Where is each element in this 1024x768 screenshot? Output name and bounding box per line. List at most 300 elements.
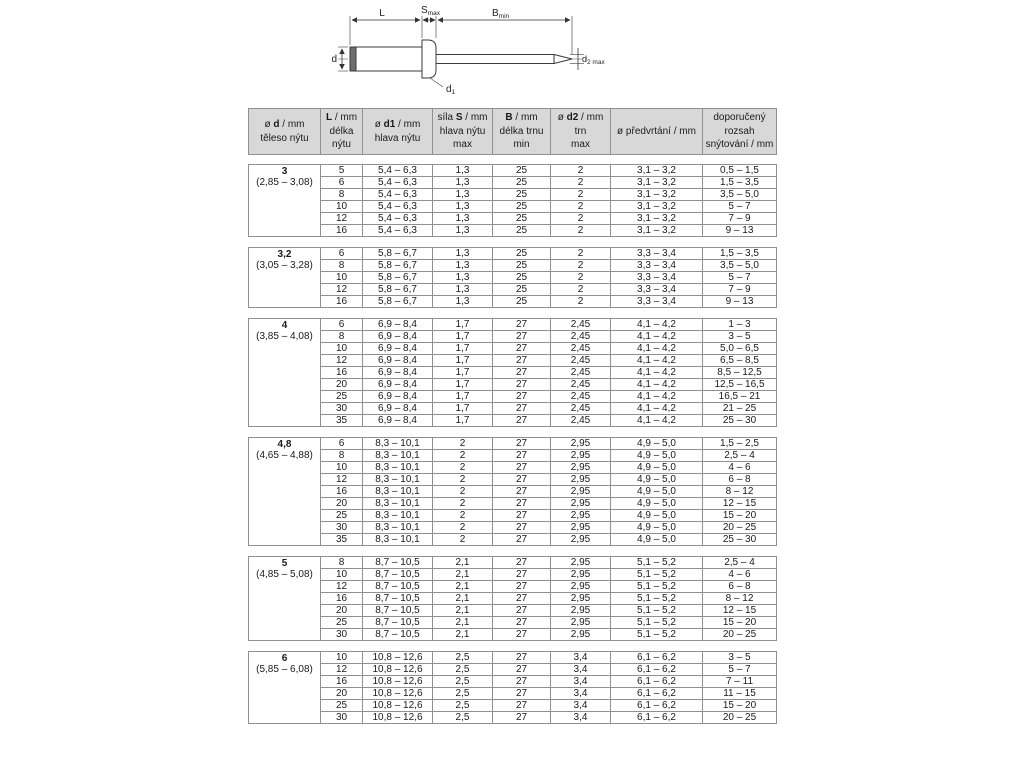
table-row (249, 688, 777, 700)
table-cell: 1,5 – 2,5 (703, 438, 777, 450)
table-cell: 27 (493, 712, 551, 724)
table-cell: 1,3 (433, 201, 493, 213)
table-cell: 9 – 13 (703, 296, 777, 308)
table-cell: 6 – 8 (703, 474, 777, 486)
table-cell: 6,9 – 8,4 (363, 379, 433, 391)
table-cell: 25 (493, 225, 551, 237)
table-cell: 5,1 – 5,2 (611, 569, 703, 581)
table-cell: 3,4 (551, 712, 611, 724)
table-cell: 3,3 – 3,4 (611, 296, 703, 308)
table-cell: 8 – 12 (703, 593, 777, 605)
table-cell: 2 (551, 296, 611, 308)
table-row (249, 581, 777, 593)
table-cell: 10,8 – 12,6 (363, 676, 433, 688)
table-cell: 2,1 (433, 629, 493, 641)
table-cell: 3,4 (551, 676, 611, 688)
table-cell: 3,1 – 3,2 (611, 177, 703, 189)
table-cell: 2,5 (433, 712, 493, 724)
table-row (249, 629, 777, 641)
table-cell: 2,45 (551, 331, 611, 343)
table-cell: 27 (493, 498, 551, 510)
table-cell: 27 (493, 415, 551, 427)
column-header-predrill: ø předvrtání / mm (611, 109, 703, 155)
rivet-group-4,8 (248, 437, 777, 546)
table-cell: 1,7 (433, 391, 493, 403)
table-cell: 3,1 – 3,2 (611, 213, 703, 225)
table-cell: 3,3 – 3,4 (611, 248, 703, 260)
table-cell: 5 – 7 (703, 272, 777, 284)
column-header-d2: ø d2 / mm trn max (551, 109, 611, 155)
group-diameter-value: 4 (281, 320, 288, 331)
table-cell: 1,5 – 3,5 (703, 248, 777, 260)
group-diameter-value: 3 (281, 166, 288, 177)
table-cell: 25 (493, 284, 551, 296)
table-cell: 8 (321, 557, 363, 569)
table-cell: 25 (321, 700, 363, 712)
table-row (249, 165, 777, 177)
table-cell: 25 (493, 189, 551, 201)
table-cell: 4,9 – 5,0 (611, 522, 703, 534)
table-row (249, 700, 777, 712)
table-cell: 8,3 – 10,1 (363, 462, 433, 474)
table-row (249, 450, 777, 462)
table-cell: 6,1 – 6,2 (611, 664, 703, 676)
table-cell: 5,1 – 5,2 (611, 581, 703, 593)
column-header-L: L / mm délka nýtu (321, 109, 363, 155)
table-cell: 10 (321, 272, 363, 284)
table-cell: 4,1 – 4,2 (611, 391, 703, 403)
table-cell: 35 (321, 534, 363, 546)
table-cell: 2,95 (551, 462, 611, 474)
column-header-d: ø d / mm těleso nýtu (249, 109, 321, 155)
table-cell: 12 (321, 474, 363, 486)
table-cell: 5 (321, 165, 363, 177)
table-cell: 8,3 – 10,1 (363, 438, 433, 450)
group-diameter-tolerance: (3,85 – 4,08) (256, 331, 313, 342)
group-diameter-cell (249, 438, 321, 546)
table-cell: 25 (321, 617, 363, 629)
table-cell: 2,45 (551, 319, 611, 331)
table-row (249, 403, 777, 415)
table-row (249, 189, 777, 201)
table-cell: 27 (493, 593, 551, 605)
table-cell: 6 – 8 (703, 581, 777, 593)
table-row (249, 391, 777, 403)
table-cell: 5,8 – 6,7 (363, 248, 433, 260)
table-cell: 6,1 – 6,2 (611, 700, 703, 712)
table-cell: 2 (551, 248, 611, 260)
table-cell: 2 (433, 510, 493, 522)
table-cell: 1,3 (433, 225, 493, 237)
table-cell: 2,5 (433, 700, 493, 712)
table-row (249, 379, 777, 391)
table-row (249, 355, 777, 367)
table-cell: 8,3 – 10,1 (363, 486, 433, 498)
table-cell: 35 (321, 415, 363, 427)
table-cell: 8 (321, 189, 363, 201)
table-cell: 2 (433, 498, 493, 510)
table-cell: 8 (321, 260, 363, 272)
table-cell: 10 (321, 652, 363, 664)
table-cell: 27 (493, 343, 551, 355)
table-cell: 6 (321, 248, 363, 260)
table-cell: 30 (321, 522, 363, 534)
table-cell: 2,5 (433, 652, 493, 664)
table-cell: 2,5 – 4 (703, 557, 777, 569)
table-cell: 25 (493, 201, 551, 213)
table-cell: 27 (493, 617, 551, 629)
table-cell: 4,9 – 5,0 (611, 462, 703, 474)
table-cell: 4,1 – 4,2 (611, 403, 703, 415)
spec-table-groups (248, 164, 776, 724)
table-cell: 6,1 – 6,2 (611, 676, 703, 688)
table-cell: 8,3 – 10,1 (363, 510, 433, 522)
table-cell: 2 (551, 165, 611, 177)
table-cell: 16 (321, 593, 363, 605)
table-row (249, 225, 777, 237)
table-cell: 4 – 6 (703, 462, 777, 474)
table-cell: 1,3 (433, 165, 493, 177)
table-cell: 4,9 – 5,0 (611, 474, 703, 486)
table-row (249, 248, 777, 260)
table-cell: 25 (493, 272, 551, 284)
table-cell: 15 – 20 (703, 617, 777, 629)
leader-line-d1 (430, 78, 443, 87)
dim-label-smax: $S_{max}$ (421, 5, 440, 17)
table-cell: 6,1 – 6,2 (611, 712, 703, 724)
table-cell: 2 (433, 450, 493, 462)
table-cell: 1,7 (433, 331, 493, 343)
table-cell: 7 – 9 (703, 284, 777, 296)
table-cell: 1,7 (433, 403, 493, 415)
table-cell: 3,4 (551, 652, 611, 664)
table-cell: 5,8 – 6,7 (363, 284, 433, 296)
table-cell: 27 (493, 605, 551, 617)
table-cell: 2,5 (433, 664, 493, 676)
table-row (249, 284, 777, 296)
table-row (249, 272, 777, 284)
table-row (249, 569, 777, 581)
table-row (249, 201, 777, 213)
dim-label-d: d (331, 54, 337, 65)
table-cell: 20 (321, 605, 363, 617)
table-cell: 2,95 (551, 510, 611, 522)
table-cell: 2 (433, 534, 493, 546)
rivet-group-6 (248, 651, 777, 724)
table-cell: 27 (493, 355, 551, 367)
rivet-group-3,2 (248, 247, 777, 308)
rivet-mandrel (436, 55, 554, 64)
table-cell: 2,95 (551, 581, 611, 593)
table-cell: 1,3 (433, 272, 493, 284)
table-cell: 6,9 – 8,4 (363, 367, 433, 379)
table-cell: 2,45 (551, 355, 611, 367)
table-cell: 2 (433, 522, 493, 534)
table-cell: 27 (493, 403, 551, 415)
table-cell: 0,5 – 1,5 (703, 165, 777, 177)
table-cell: 27 (493, 474, 551, 486)
table-cell: 8,7 – 10,5 (363, 605, 433, 617)
table-cell: 16 (321, 296, 363, 308)
table-row (249, 498, 777, 510)
table-cell: 10,8 – 12,6 (363, 652, 433, 664)
table-cell: 21 – 25 (703, 403, 777, 415)
table-cell: 4,1 – 4,2 (611, 415, 703, 427)
table-cell: 1,7 (433, 367, 493, 379)
table-cell: 6,1 – 6,2 (611, 688, 703, 700)
table-cell: 25 (493, 248, 551, 260)
table-cell: 8,5 – 12,5 (703, 367, 777, 379)
table-cell: 2,95 (551, 438, 611, 450)
table-cell: 3 – 5 (703, 331, 777, 343)
table-cell: 2 (551, 189, 611, 201)
table-row (249, 664, 777, 676)
table-cell: 25 (493, 177, 551, 189)
table-cell: 2,5 (433, 688, 493, 700)
table-cell: 27 (493, 379, 551, 391)
table-row (249, 486, 777, 498)
table-cell: 8,3 – 10,1 (363, 534, 433, 546)
column-header-d1: ø d1 / mm hlava nýtu (363, 109, 433, 155)
column-header-range: doporučený rozsah snýtování / mm (703, 109, 777, 155)
table-cell: 2,1 (433, 557, 493, 569)
table-cell: 2 (433, 474, 493, 486)
table-cell: 1,3 (433, 189, 493, 201)
table-cell: 27 (493, 534, 551, 546)
table-cell: 2,1 (433, 617, 493, 629)
table-cell: 2,95 (551, 450, 611, 462)
group-diameter-value: 4,8 (277, 439, 292, 450)
table-cell: 25 (321, 510, 363, 522)
group-diameter-tolerance: (5,85 – 6,08) (256, 664, 313, 675)
table-cell: 5,4 – 6,3 (363, 165, 433, 177)
table-cell: 12 (321, 355, 363, 367)
table-row (249, 260, 777, 272)
table-cell: 27 (493, 700, 551, 712)
table-cell: 7 – 9 (703, 213, 777, 225)
table-cell: 8,7 – 10,5 (363, 617, 433, 629)
table-cell: 2,95 (551, 569, 611, 581)
table-cell: 8,3 – 10,1 (363, 450, 433, 462)
table-cell: 1,3 (433, 248, 493, 260)
table-cell: 27 (493, 331, 551, 343)
group-diameter-tolerance: (2,85 – 3,08) (256, 177, 313, 188)
group-diameter-value: 3,2 (277, 249, 292, 260)
table-cell: 9 – 13 (703, 225, 777, 237)
table-cell: 25 (493, 213, 551, 225)
table-row (249, 534, 777, 546)
table-cell: 4,1 – 4,2 (611, 355, 703, 367)
table-row (249, 415, 777, 427)
table-row (249, 593, 777, 605)
table-row (249, 712, 777, 724)
table-cell: 10 (321, 201, 363, 213)
table-cell: 20 (321, 688, 363, 700)
table-cell: 10,8 – 12,6 (363, 712, 433, 724)
table-row (249, 557, 777, 569)
table-cell: 6,9 – 8,4 (363, 331, 433, 343)
table-row (249, 177, 777, 189)
table-cell: 2,1 (433, 593, 493, 605)
table-cell: 8,7 – 10,5 (363, 629, 433, 641)
table-cell: 12 – 15 (703, 605, 777, 617)
column-header-S: síla S / mm hlava nýtu max (433, 109, 493, 155)
table-cell: 25 (493, 260, 551, 272)
table-cell: 3,1 – 3,2 (611, 189, 703, 201)
group-diameter-cell (249, 248, 321, 308)
table-cell: 15 – 20 (703, 700, 777, 712)
table-cell: 27 (493, 462, 551, 474)
table-row (249, 367, 777, 379)
table-cell: 8,7 – 10,5 (363, 593, 433, 605)
table-cell: 2,95 (551, 629, 611, 641)
table-cell: 16 (321, 225, 363, 237)
column-header-B: B / mm délka trnu min (493, 109, 551, 155)
group-diameter-tolerance: (3,05 – 3,28) (256, 260, 313, 271)
table-cell: 5 – 7 (703, 664, 777, 676)
table-row (249, 617, 777, 629)
table-cell: 3,1 – 3,2 (611, 201, 703, 213)
table-cell: 3,1 – 3,2 (611, 165, 703, 177)
table-cell: 25 (493, 296, 551, 308)
table-cell: 2 (551, 177, 611, 189)
table-cell: 2 (551, 201, 611, 213)
table-cell: 27 (493, 688, 551, 700)
mandrel-tip (554, 55, 572, 64)
table-row (249, 510, 777, 522)
table-cell: 4,1 – 4,2 (611, 379, 703, 391)
table-cell: 8,3 – 10,1 (363, 522, 433, 534)
table-row (249, 605, 777, 617)
table-cell: 2,1 (433, 569, 493, 581)
table-row (249, 296, 777, 308)
table-cell: 10,8 – 12,6 (363, 688, 433, 700)
table-row (249, 213, 777, 225)
table-row (249, 438, 777, 450)
table-cell: 4,1 – 4,2 (611, 319, 703, 331)
table-cell: 12 (321, 213, 363, 225)
table-cell: 6 (321, 438, 363, 450)
table-cell: 27 (493, 486, 551, 498)
table-cell: 27 (493, 664, 551, 676)
rivet-head (422, 40, 436, 78)
table-cell: 1 – 3 (703, 319, 777, 331)
table-cell: 2,95 (551, 557, 611, 569)
table-cell: 5,0 – 6,5 (703, 343, 777, 355)
table-cell: 2 (551, 225, 611, 237)
table-cell: 2 (551, 260, 611, 272)
table-cell: 2 (433, 486, 493, 498)
table-cell: 6,9 – 8,4 (363, 415, 433, 427)
table-cell: 2,5 – 4 (703, 450, 777, 462)
table-cell: 1,7 (433, 355, 493, 367)
table-cell: 1,3 (433, 296, 493, 308)
table-cell: 3,3 – 3,4 (611, 284, 703, 296)
table-cell: 27 (493, 438, 551, 450)
table-cell: 25 – 30 (703, 534, 777, 546)
table-cell: 12 – 15 (703, 498, 777, 510)
table-row (249, 343, 777, 355)
table-cell: 4,1 – 4,2 (611, 343, 703, 355)
table-cell: 5,4 – 6,3 (363, 213, 433, 225)
table-cell: 5,1 – 5,2 (611, 629, 703, 641)
table-cell: 6,9 – 8,4 (363, 343, 433, 355)
table-cell: 5,1 – 5,2 (611, 605, 703, 617)
group-diameter-value: 5 (281, 558, 288, 569)
rivet-spec-table (248, 108, 776, 734)
table-cell: 5,8 – 6,7 (363, 272, 433, 284)
table-cell: 2,45 (551, 367, 611, 379)
dim-label-d1: $d_1$ (446, 84, 456, 96)
table-cell: 2,1 (433, 605, 493, 617)
table-cell: 2,45 (551, 343, 611, 355)
table-cell: 2 (551, 213, 611, 225)
table-cell: 5 – 7 (703, 201, 777, 213)
table-cell: 8,7 – 10,5 (363, 557, 433, 569)
table-cell: 5,4 – 6,3 (363, 225, 433, 237)
table-cell: 12 (321, 581, 363, 593)
rivet-group-3 (248, 164, 777, 237)
rivet-diagram (330, 4, 620, 104)
table-cell: 3,1 – 3,2 (611, 225, 703, 237)
table-cell: 27 (493, 581, 551, 593)
table-cell: 27 (493, 652, 551, 664)
table-cell: 4,9 – 5,0 (611, 510, 703, 522)
dim-label-d2max: $d_{2 max}$ (582, 54, 605, 66)
table-cell: 25 (321, 391, 363, 403)
table-cell: 27 (493, 569, 551, 581)
table-cell: 2 (551, 284, 611, 296)
table-cell: 2,5 (433, 676, 493, 688)
table-cell: 3,4 (551, 688, 611, 700)
table-cell: 8 – 12 (703, 486, 777, 498)
table-cell: 5,4 – 6,3 (363, 177, 433, 189)
table-cell: 2 (433, 438, 493, 450)
group-diameter-cell (249, 319, 321, 427)
table-cell: 5,1 – 5,2 (611, 617, 703, 629)
table-cell: 2 (433, 462, 493, 474)
table-cell: 2,1 (433, 581, 493, 593)
table-cell: 2,45 (551, 379, 611, 391)
table-cell: 4,1 – 4,2 (611, 367, 703, 379)
table-cell: 1,7 (433, 343, 493, 355)
group-diameter-cell (249, 652, 321, 724)
dim-label-bmin: $B_{min}$ (492, 8, 510, 20)
table-cell: 2,95 (551, 534, 611, 546)
table-cell: 8,7 – 10,5 (363, 581, 433, 593)
table-cell: 2,95 (551, 498, 611, 510)
rivet-group-4 (248, 318, 777, 427)
table-cell: 3,4 (551, 664, 611, 676)
table-cell: 1,3 (433, 284, 493, 296)
table-cell: 30 (321, 629, 363, 641)
table-cell: 27 (493, 319, 551, 331)
table-cell: 20 (321, 379, 363, 391)
table-cell: 10,8 – 12,6 (363, 700, 433, 712)
group-diameter-cell (249, 165, 321, 237)
table-cell: 16,5 – 21 (703, 391, 777, 403)
table-cell: 6,9 – 8,4 (363, 355, 433, 367)
group-diameter-tolerance: (4,65 – 4,88) (256, 450, 313, 461)
table-cell: 2 (551, 272, 611, 284)
table-cell: 30 (321, 403, 363, 415)
table-cell: 3,5 – 5,0 (703, 189, 777, 201)
table-cell: 20 – 25 (703, 629, 777, 641)
table-cell: 1,3 (433, 213, 493, 225)
table-cell: 20 – 25 (703, 522, 777, 534)
table-cell: 4,1 – 4,2 (611, 331, 703, 343)
table-row (249, 652, 777, 664)
